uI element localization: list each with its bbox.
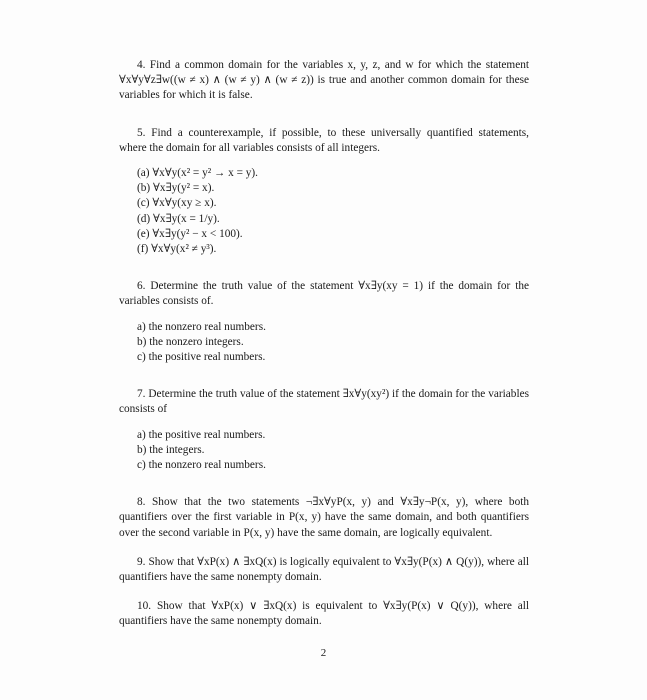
problem-6 xyxy=(119,279,529,365)
problem-10 xyxy=(119,599,529,629)
problem-7-part-c: c) the nonzero real numbers. xyxy=(137,459,266,472)
problem-6-text: 6. Determine the truth value of the statement ∀x∃y(xy = 1) if the domain for the variables consists of. xyxy=(119,280,529,308)
problem-5-parts xyxy=(137,166,529,257)
problem-10-text: 10. Show that ∀xP(x) ∨ ∃xQ(x) is equivalent to ∀x∃y(P(x) ∨ Q(y)), where all quantifiers have the same nonempty domain. xyxy=(119,600,529,628)
problem-5-part-f: (f) ∀x∀y(x² ≠ y³). xyxy=(137,243,217,256)
problem-8-text: 8. Show that the two statements ¬∃x∀yP(x, y) and ∀x∃y¬P(x, y), where both quantifiers over the first variable in P(x, y) have the same domain, and both quantifiers over the second variable in P(x, y) have the same domain, are logically equivalent. xyxy=(119,496,529,539)
problem-5 xyxy=(119,126,529,258)
problem-8 xyxy=(119,495,529,541)
problem-9 xyxy=(119,555,529,585)
problem-7-parts xyxy=(137,428,529,474)
problem-5-text: 5. Find a counterexample, if possible, to these universally quantified statements, where the domain for all variables consists of all integers. xyxy=(119,126,529,154)
problem-9-text: 9. Show that ∀xP(x) ∧ ∃xQ(x) is logically equivalent to ∀x∃y(P(x) ∧ Q(y)), where all quantifiers have the same nonempty domain. xyxy=(119,555,529,584)
problem-6-part-c: c) the positive real numbers. xyxy=(137,351,266,364)
page-number: 2 xyxy=(320,647,327,659)
problem-5-part-b: (b) ∀x∃y(y² = x). xyxy=(137,182,215,195)
problem-4 xyxy=(119,58,529,104)
problem-7-text: 7. Determine the truth value of the statement ∃x∀y(xy²) if the domain for the variables consists of xyxy=(119,388,529,416)
problem-5-part-e: (e) ∀x∃y(y² − x < 100). xyxy=(137,227,243,240)
problem-5-part-d: (d) ∀x∃y(x = 1/y). xyxy=(137,212,220,225)
problem-4-text: 4. Find a common domain for the variables x, y, z, and w for which the statement ∀x∀y∀z∃w((w ≠ x) ∧ (w ≠ y) ∧ (w ≠ z)) is true and another common domain for these variables for which it is false. xyxy=(119,59,529,102)
problem-6-part-a: a) the nonzero real numbers. xyxy=(137,320,266,333)
problem-7-part-b: b) the integers. xyxy=(137,443,205,456)
problem-6-parts xyxy=(137,320,529,366)
problem-set xyxy=(119,58,529,644)
problem-7 xyxy=(119,387,529,473)
problem-5-part-a: (a) ∀x∀y(x² = y² → x = y). xyxy=(137,167,258,180)
problem-6-part-b: b) the nonzero integers. xyxy=(137,335,244,348)
problem-5-part-c: (c) ∀x∀y(xy ≥ x). xyxy=(137,197,217,210)
problem-7-part-a: a) the positive real numbers. xyxy=(137,428,266,441)
